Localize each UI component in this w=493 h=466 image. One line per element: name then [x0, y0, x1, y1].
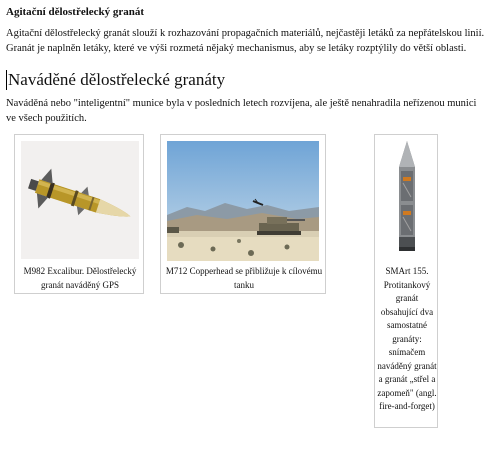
gallery-item-excalibur[interactable]: [14, 134, 144, 294]
smart155-image[interactable]: [393, 139, 421, 259]
excalibur-caption: M982 Excalibur. Dělostřelecký granát naváděný GPS: [23, 266, 137, 290]
excalibur-image[interactable]: [21, 141, 139, 259]
agitation-shell-paragraph: Agitační dělostřelecký granát slouží k rozhazování propagačních materiálů, nejčastěji letáků za nepřátelskou linií. Granát je naplněn letáky, které ve výši rozmetá nějaký mechanismus, aby se letáky rozptýlily do větší oblasti.: [6, 28, 485, 54]
agitation-shell-heading: Agitační dělostřelecký granát: [6, 6, 145, 18]
gallery-item-smart155[interactable]: [374, 134, 438, 428]
copperhead-caption: M712 Copperhead se přibližuje k cílovému tanku: [165, 266, 323, 290]
smart155-caption: SMArt 155. Protitankový granát obsahující dva samostatné granáty: snímačem naváděný granát a granát „střel a zapomeň" (angl. fire-and-forget): [377, 266, 437, 411]
guided-shells-heading: Naváděné dělostřelecké granáty: [8, 70, 226, 89]
gallery-item-copperhead[interactable]: [160, 134, 326, 294]
guided-shells-paragraph: Naváděná nebo "inteligentní" munice byla v posledních letech rozvíjena, ale ještě nenahradila neřízenou munici ve všech použitích.: [6, 98, 477, 124]
copperhead-image[interactable]: [167, 141, 319, 261]
